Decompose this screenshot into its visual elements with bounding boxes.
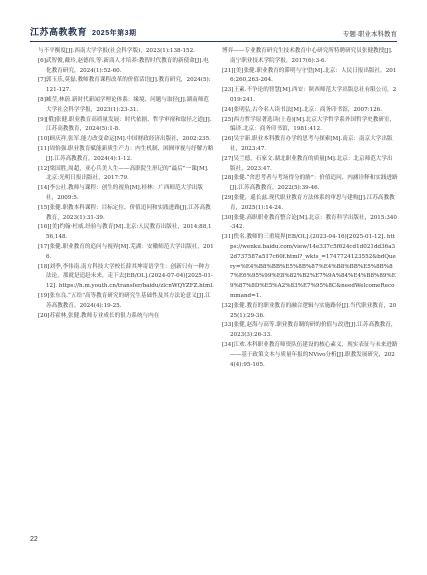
reference-item: [10]顾庆祥,张军.能力改变命运[M].中国财政经济出版社，2002:235. bbox=[38, 136, 211, 143]
reference-item: [20]苏霍林,张健.教师专业成长的很力系统与内在 bbox=[38, 312, 160, 319]
page-number: 22 bbox=[30, 536, 38, 543]
reference-item: 博弈——专业教育研究生技术教育中心研究所特聘研究员张健教授[J].南宁职业技术学院学报，2017(6):3-6. bbox=[222, 48, 393, 64]
reference-item: [7]郭玉乐,莫磊.教师教育课程改革的价值话语[J].教育研究，2024(5):121-127. bbox=[38, 77, 211, 94]
reference-item: [34]江欢.本科职业教育师资队伍建设的核心素义、现实表征与未来进路——基于政策文本与质量年报的NVivo分析[J].职教发展研究，2024(4):95-105. bbox=[222, 341, 398, 368]
reference-item: [21][美]张健.职业教育的滞明与守望[M].北京：人民日报出版社，2016:260,263-264. bbox=[222, 67, 397, 84]
reference-item: [25]西方哲学原著选读(上卷)[M].北京大学哲学系外国哲学史教研室，编译.北京：商务印书馆，1981:412. bbox=[222, 116, 396, 133]
reference-item: [15]张健.职教本科课程：目标定位、价值追问和实践进路[J].江苏高教教育，2023(1):31-39. bbox=[38, 204, 211, 221]
reference-item: [30]张健.高职职业教育整合论[M].北京：教育科学出版社，2015:340-342. bbox=[222, 214, 397, 231]
reference-item: [12]梁国胜,周超，亚心兵美人生——高职院生形记的“最后”一课[M].北京:光明日报出版社，2017:79. bbox=[38, 165, 209, 182]
reference-item: [32]张健.教育的职业教育的融合逻辑与实施路径[J].当代职业教育，2025(1):29-36. bbox=[222, 302, 397, 319]
reference-item: [17]张健.职业教育的追问与视界[M].芜湖：安徽师范大学出版社，2016. bbox=[38, 243, 214, 260]
reference-item: [19]张东良.“五给”高等教育研究的研究生基础性及其方法论意义[J].江苏高教教育，2024(4):19-25. bbox=[38, 292, 211, 309]
running-header bbox=[30, 24, 397, 38]
reference-item: [29]张健，遥长兹.现代职业教育方法体系的审思与建构[J].江苏高教教育，2025(1):14-24. bbox=[222, 194, 395, 211]
reference-item: [16][美]约翰·杜威.经验与教育[M].北京:人民教育出版社，2014:88,156,148. bbox=[38, 224, 212, 241]
reference-item: 与不平衡度[J].西南大学学报(社会科学版)，2023(1):138-152. bbox=[38, 48, 195, 54]
journal-name: 江苏高教教育 bbox=[30, 28, 88, 38]
reference-item: [27]吴兰德，石家文.湖北职业教育的质量[M].北京：北京师范大学出版社，2023:47. bbox=[222, 155, 393, 172]
reference-item: [28]张健.“舍思考者与考场得分的胁”：价值追问、内涵诠释和实践进路[J].江苏高教教育，2022(5):39-46. bbox=[222, 175, 398, 192]
journal-title bbox=[30, 25, 136, 38]
header-rule bbox=[30, 41, 397, 42]
section-title: 专题·职业本科教育 bbox=[342, 31, 397, 38]
reference-item: [11]周怡强.职业教育赋能新质生产力：内生机制、困囿审视与纾解方略[J].江苏高教教育，2024(4):1-12. bbox=[38, 145, 214, 162]
issue-label: 2025年第3期 bbox=[92, 30, 137, 37]
reference-item: [26]吴宇新.职业本科教育办学的思考与探索[M].南京：南京大学出版社，2023:47. bbox=[222, 136, 393, 152]
reference-item: [6]武智俊,戴玲,赵德伟,等.新商人才培养:教智时代教育的新使命[J].电化教育研究，2024(1):52-60. bbox=[38, 57, 209, 74]
reference-item: [24]张明弘,古今名人读书法[M].北京：商务印书馆，2007:126. bbox=[222, 106, 382, 113]
reference-item: [8]臧莹,林蔚.新时代新闻学理论体系：缘境、问题与取径[J].湖南师范大学社会科学学报，2023(1):23-31. bbox=[38, 96, 209, 113]
reference-item: [31]佚名.教师的三重境界[EB/OL].(2023-04-16)[2025-01-12]. https://wenku.baidu.com/view/14e337c5f624cd1d021dd36a32d737587a517c60f.html?_wkts_=1747724123552&bdQuery=%E4%B8%BB%E5%8B%87%E4%B8%BB%E5%8B%87%E6%95%99%E8%82%B2%E7%9A%84%E4%B8%89%E9%87%8D%E5%A2%83%E7%95%8C&needWelcomeRecommand=1. bbox=[222, 234, 396, 299]
reference-item: [9][俄]张健.职业教育高质量发展：时代依据、哲学审视和取径之道[J].江苏高教教育，2024(5):1-8. bbox=[38, 116, 212, 133]
reference-item: [33]张健,赵海与高等.职业教育制的研的价值与改进[J].江苏高教教育，2023(3):26-33. bbox=[222, 322, 397, 339]
references-left-column bbox=[38, 47, 214, 321]
reference-item: [23]王素.不争论的智慧[M].西安：陕西师范大学出版总社有限公司，2019:241. bbox=[222, 87, 397, 103]
reference-item: [18]刘季,李伟南.南方科技大学校长薛其坤寄语学生：创新只有一种方法论，那就是追赶未来，走下去[EB/OL].(2024-07-04)[2025-01-12]. https://h.m.youth.cn/transfer/baidu/zlcnWQYZFZ.html. bbox=[38, 263, 214, 290]
references-right-column bbox=[222, 47, 398, 370]
reference-item: [14]李公社.教师与课程：创生的视角[M].桂林：广西师范大学出版社，2009:5. bbox=[38, 185, 203, 201]
